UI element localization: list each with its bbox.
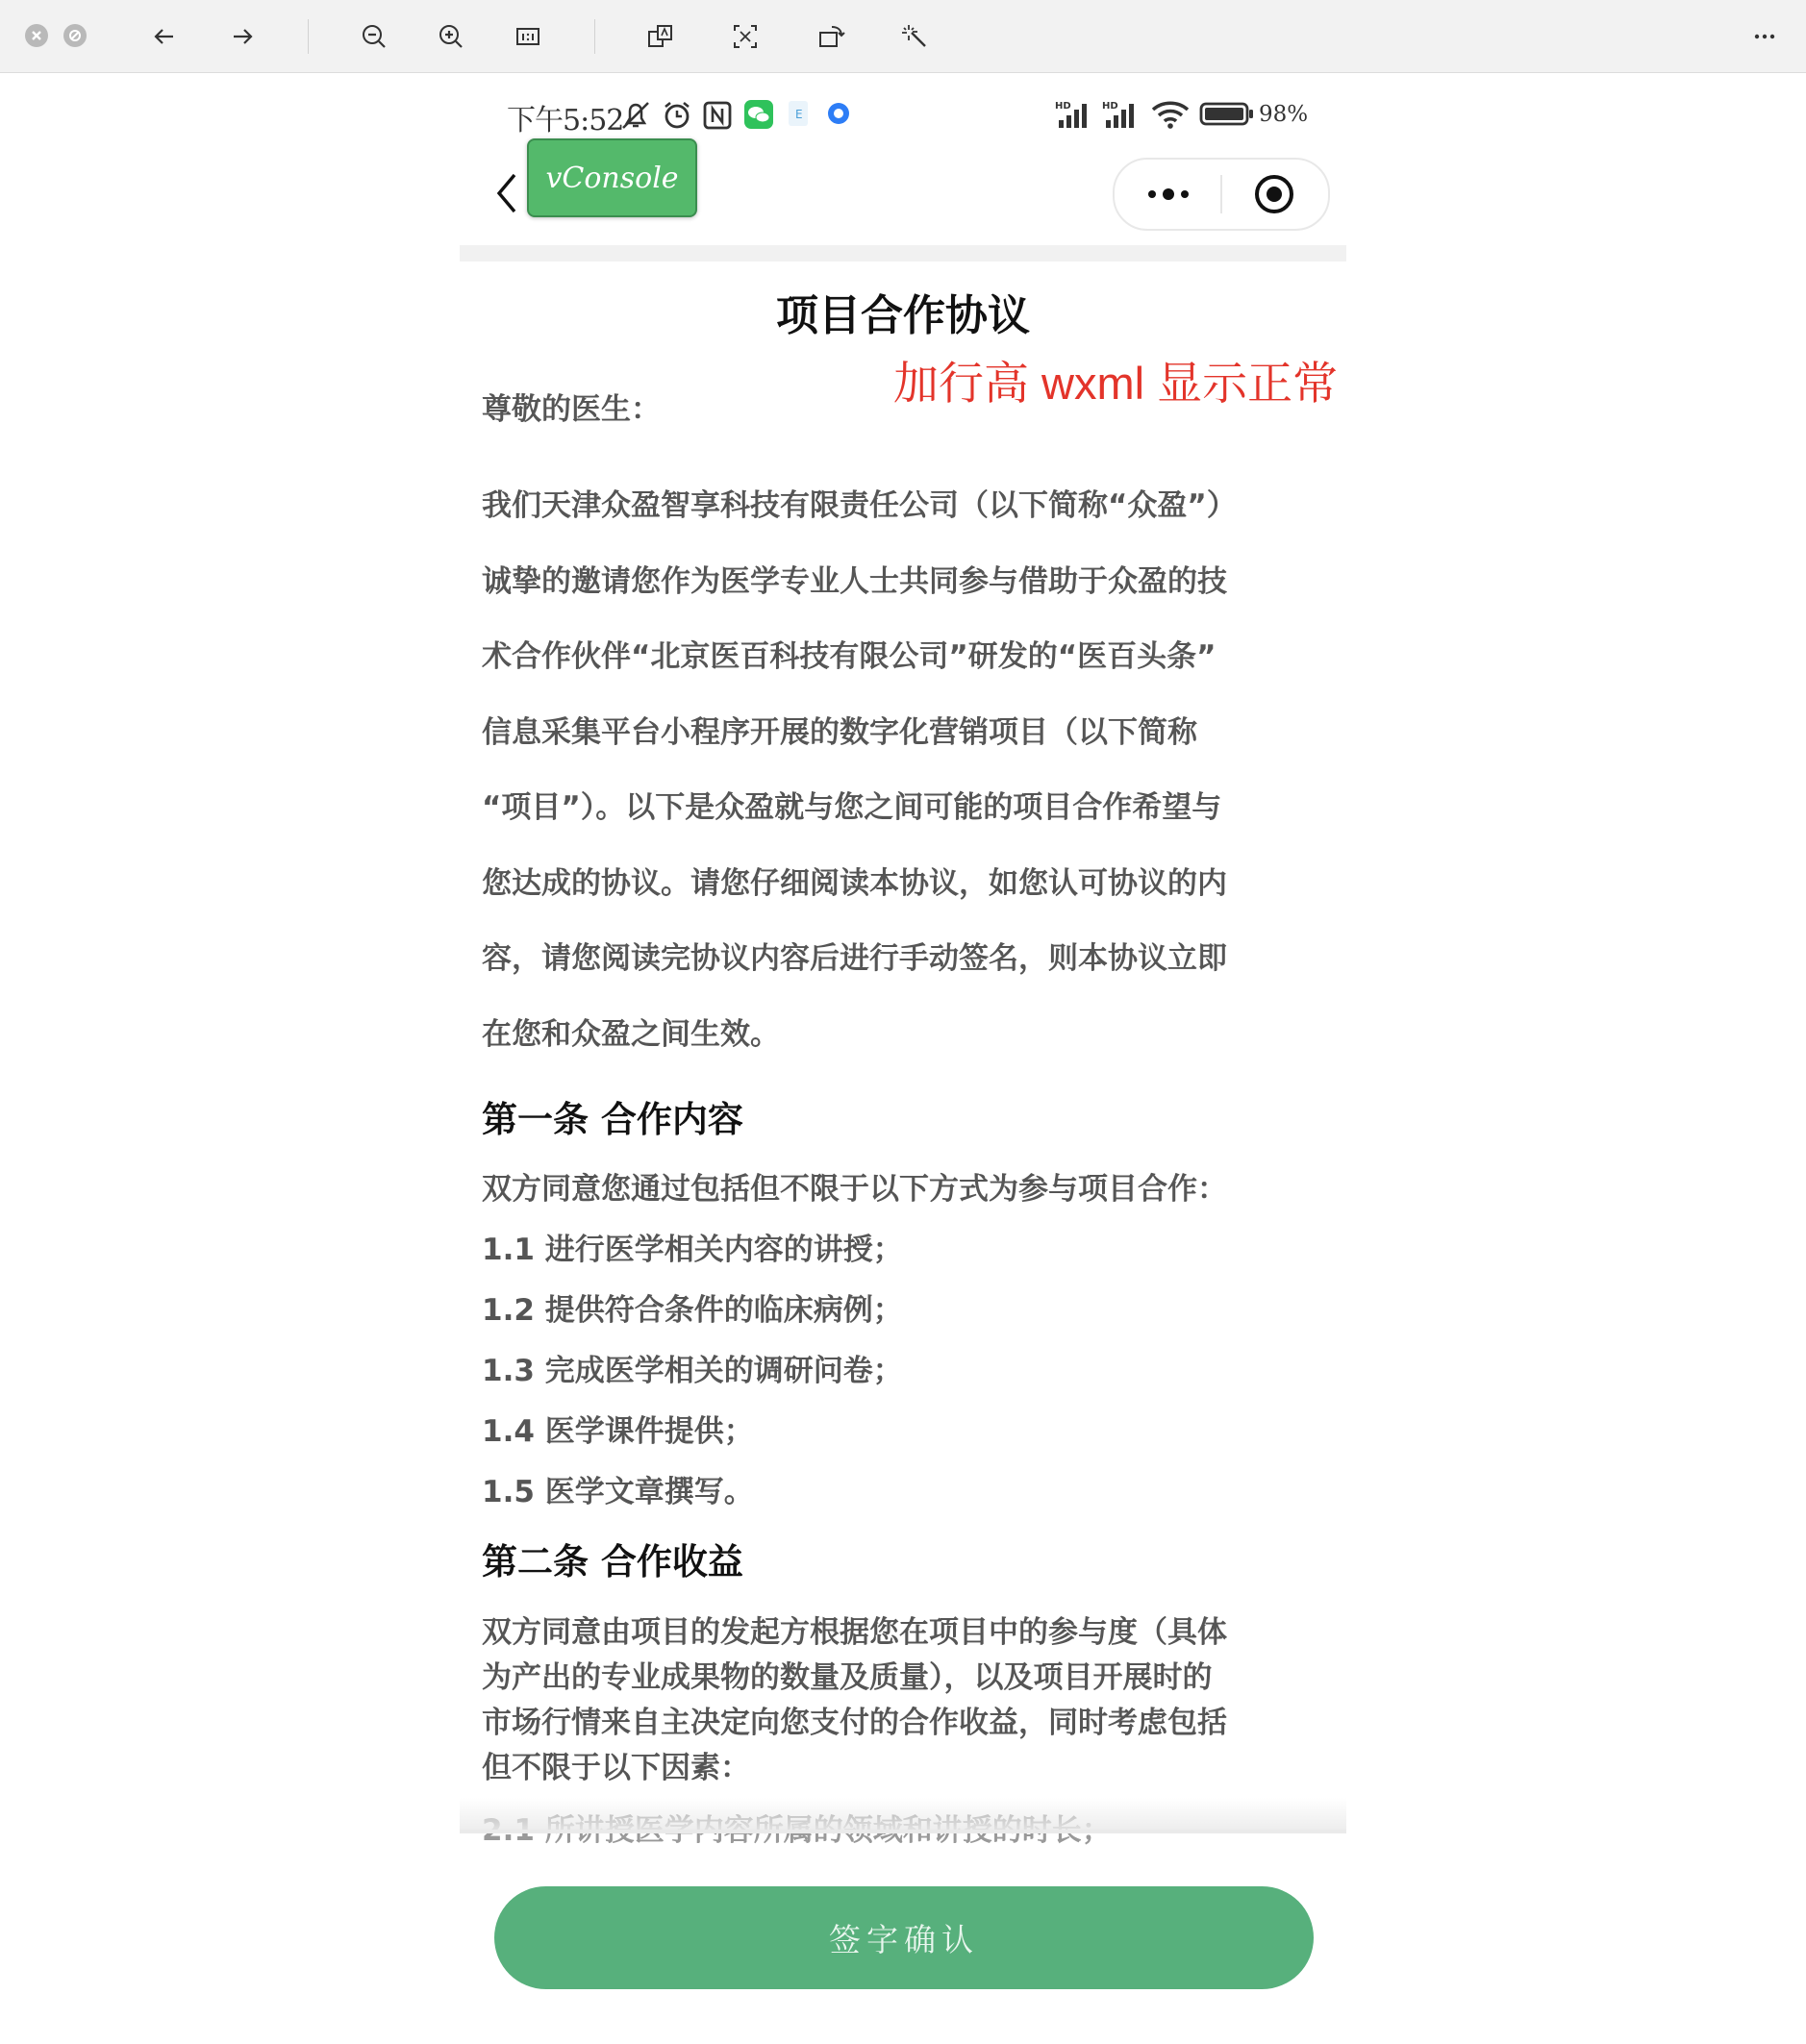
intro-line: 信息采集平台小程序开展的数字化营销项目（以下简称	[482, 714, 1197, 750]
capsule-divider	[1220, 175, 1222, 213]
section-2-heading: 第二条 合作收益	[482, 1541, 743, 1583]
svg-text:E: E	[795, 108, 803, 121]
intro-line: 我们天津众盈智享科技有限责任公司（以下简称“众盈”）	[482, 488, 1237, 523]
svg-text:HD: HD	[1102, 101, 1118, 112]
close-window-icon[interactable]	[25, 24, 48, 47]
intro-line: 术合作伙伴“北京医百科技有限公司”研发的“医百头条”	[482, 639, 1217, 674]
section-2-line: 但不限于以下因素：	[482, 1751, 750, 1785]
rotate-icon[interactable]	[813, 18, 849, 55]
intro-line: 在您和众盈之间生效。	[482, 1016, 780, 1052]
battery-percentage: 98%	[1259, 102, 1309, 127]
section-2-line: 市场行情来自主决定向您支付的合作收益，同时考虑包括	[482, 1706, 1227, 1740]
page-title: 项目合作协议	[776, 291, 1030, 340]
back-arrow-icon[interactable]	[146, 18, 183, 55]
content-top-band	[460, 245, 1346, 262]
sign-confirm-button[interactable]: 签字确认	[494, 1886, 1314, 1989]
alarm-icon	[661, 99, 693, 132]
svg-text:HD: HD	[1055, 101, 1071, 112]
battery-icon	[1199, 99, 1255, 128]
annotation-note: 加行高 wxml 显示正常	[893, 358, 1339, 409]
text-recognition-icon[interactable]	[727, 18, 764, 55]
section-1-item: 1.1 进行医学相关内容的讲授；	[482, 1233, 903, 1267]
intro-line: 容，请您阅读完协议内容后进行手动签名，则本协议立即	[482, 941, 1227, 976]
section-1-lead: 双方同意您通过包括但不限于以下方式为参与项目合作：	[482, 1172, 1227, 1207]
actual-size-icon[interactable]	[510, 18, 546, 55]
section-1-item: 1.5 医学文章撰写。	[482, 1475, 754, 1509]
forward-arrow-icon[interactable]	[224, 18, 261, 55]
intro-line: “项目”）。以下是众盈就与您之间可能的项目合作希望与	[482, 790, 1222, 825]
intro-line: 您达成的协议。请您仔细阅读本协议，如您认可协议的内	[482, 865, 1227, 901]
back-chevron-icon[interactable]	[493, 171, 520, 215]
section-1-item: 1.2 提供符合条件的临床病例；	[482, 1293, 903, 1328]
nfc-icon	[702, 99, 733, 132]
magic-wand-icon[interactable]	[897, 18, 934, 55]
signal-hd-1-icon	[1055, 99, 1099, 130]
toolbar-divider	[308, 19, 309, 54]
status-time: 下午5:52	[507, 104, 624, 137]
wechat-icon	[743, 99, 774, 130]
close-miniprogram-icon[interactable]	[1253, 173, 1295, 215]
app-notification-icon	[786, 99, 811, 128]
zoom-out-icon[interactable]	[356, 18, 392, 55]
zoom-in-icon[interactable]	[433, 18, 469, 55]
minimize-window-icon[interactable]	[63, 24, 87, 47]
more-options-icon[interactable]	[1746, 18, 1783, 55]
translate-icon[interactable]	[642, 18, 679, 55]
mute-bell-icon	[617, 99, 654, 132]
intro-paragraph	[482, 468, 1328, 1072]
scroll-fade	[460, 1798, 1346, 1832]
section-2-line: 为产出的专业成果物的数量及质量），以及项目开展时的	[482, 1660, 1213, 1695]
section-1-item: 1.3 完成医学相关的调研问卷；	[482, 1354, 903, 1388]
content-bottom-edge	[460, 1830, 1346, 1833]
section-2-line: 双方同意由项目的发起方根据您在项目中的参与度（具体	[482, 1615, 1227, 1650]
image-viewer-toolbar	[0, 0, 1806, 73]
greeting-text: 尊敬的医生：	[482, 392, 661, 427]
browser-icon	[824, 99, 853, 128]
intro-line: 诚挚的邀请您作为医学专业人士共同参与借助于众盈的技	[482, 563, 1227, 599]
section-1-item: 1.4 医学课件提供；	[482, 1414, 754, 1449]
capsule-menu	[1113, 158, 1330, 231]
section-1-heading: 第一条 合作内容	[482, 1099, 743, 1140]
more-dots-icon[interactable]	[1143, 179, 1193, 210]
vconsole-button[interactable]: vConsole	[527, 138, 697, 217]
wifi-icon	[1150, 99, 1191, 130]
signal-hd-2-icon	[1102, 99, 1146, 130]
toolbar-divider	[594, 19, 595, 54]
